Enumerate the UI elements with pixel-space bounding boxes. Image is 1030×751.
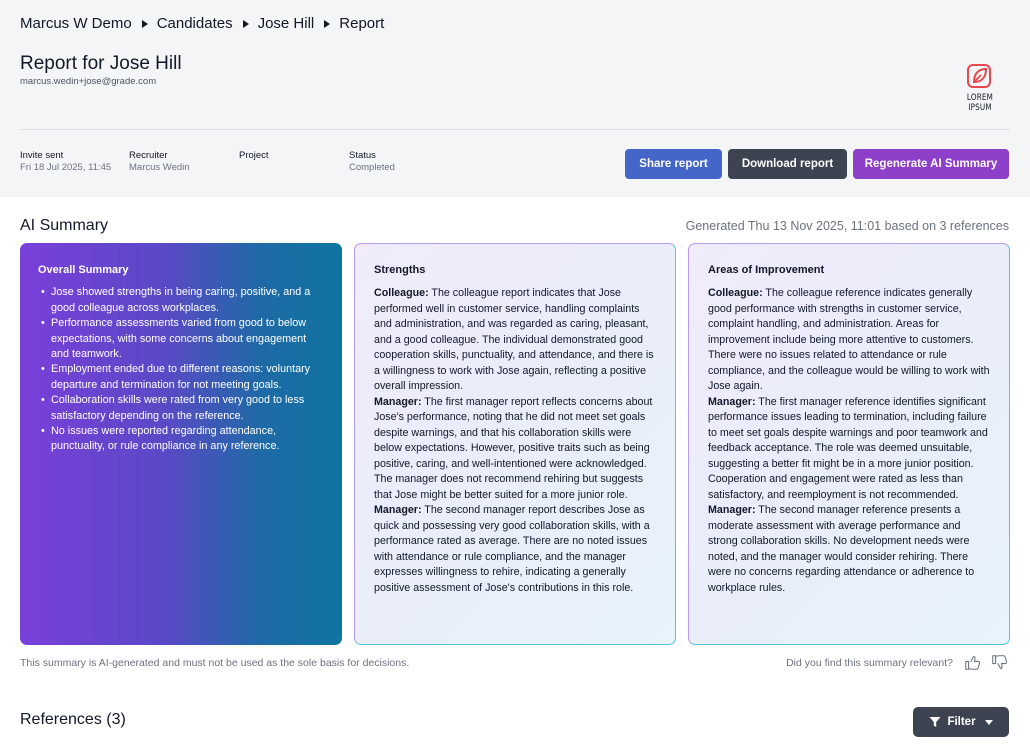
reference-role: Manager:: [374, 395, 422, 408]
thumbs-down-icon[interactable]: [991, 654, 1008, 671]
logo-text: LOREM IPSUM: [966, 93, 994, 113]
list-item: • Employment ended due to different reasons: voluntary departure and termination for not meeting goals.: [38, 362, 324, 393]
thumbs-up-icon[interactable]: [964, 654, 981, 671]
chevron-right-icon: [243, 20, 249, 28]
meta-value: Completed: [349, 162, 395, 173]
leaf-logo-icon: [965, 62, 995, 90]
breadcrumb-item-candidate[interactable]: Jose Hill: [257, 15, 315, 32]
meta-label: Status: [349, 150, 376, 161]
meta-label: Recruiter: [129, 150, 168, 161]
meta-label: Invite sent: [20, 150, 64, 161]
breadcrumb-item-org[interactable]: Marcus W Demo: [20, 15, 132, 32]
reference-role: Colleague:: [374, 287, 429, 300]
strengths-card: [354, 243, 676, 645]
reference-text: The first manager report reflects concerns about Jose's performance, noting that he did not meet set goals despite warnings, and that his collaboration skills were below expectations. However, positive traits such as being positive, caring, and well-intentioned were acknowledged. The manager does not recommend rehiring but suggests that Jose might be better suited for a more junior role.: [374, 395, 653, 501]
overall-summary-card: [20, 243, 342, 645]
reference-role: Manager:: [374, 504, 422, 517]
reference-text: The second manager reference presents a moderate assessment with average performance and strong collaboration skills. No development needs were noted, and the manager would consider rehiring. There were no concerns regarding attendance or adherence to workplace rules.: [708, 504, 975, 594]
meta-status: [349, 150, 395, 174]
improvement-text: [708, 286, 991, 596]
filter-button[interactable]: [913, 707, 1009, 737]
breadcrumb-item-candidates[interactable]: Candidates: [156, 15, 233, 32]
share-report-button[interactable]: Share report: [625, 149, 722, 179]
company-logo: [950, 62, 1010, 113]
filter-label: Filter: [947, 716, 976, 728]
candidate-email: marcus.wedin+jose@grade.com: [20, 76, 157, 87]
page-title: Report for Jose Hill: [20, 53, 182, 74]
reference-text: The colleague reference indicates generally good performance with strengths in customer service, complaint handling, and administration. Areas for improvement include being more attentive to customers. There were no issues related to attendance or rule compliance, and the colleague would be willing to work with Jose again.: [708, 287, 990, 393]
list-item: • Collaboration skills were rated from very good to less satisfactory depending on the reference.: [38, 393, 324, 424]
list-item: • Performance assessments varied from good to below expectations, with some concerns about engagement and teamwork.: [38, 316, 324, 362]
reference-text: The second manager report describes Jose as quick and possessing very good collaboration skills, with a performance rated as average. There are no noted issues with attendance or rule compliance, and the manager expresses willingness to rehire, indicating a generally positive assessment of Jose's contributions in this role.: [374, 504, 650, 594]
meta-recruiter: [129, 150, 190, 174]
breadcrumb: [20, 15, 384, 32]
meta-value: Marcus Wedin: [129, 162, 190, 173]
strengths-text: [374, 286, 657, 596]
download-report-button[interactable]: Download report: [728, 149, 847, 179]
reference-role: Colleague:: [708, 287, 763, 300]
chevron-right-icon: [142, 20, 148, 28]
strengths-heading: Strengths: [374, 264, 426, 276]
report-header: [0, 0, 1030, 197]
references-title: References (3): [20, 711, 126, 728]
divider: [20, 129, 1010, 130]
meta-project: [239, 150, 269, 162]
filter-icon: [929, 716, 941, 728]
reference-text: The colleague report indicates that Jose performed well in customer service, handling complaints and administration, and was regarded as caring, pleasant, and a good colleague. The individual demonstrated good cooperation skills, punctuality, and attendance, and there is a willingness to work with Jose again, reflecting a positive overall impression.: [374, 287, 654, 393]
ai-summary-title: AI Summary: [20, 217, 109, 234]
meta-label: Project: [239, 150, 269, 161]
meta-invite: [20, 150, 111, 174]
breadcrumb-item-report[interactable]: Report: [339, 15, 385, 32]
reference-role: Manager:: [708, 504, 756, 517]
regenerate-ai-summary-button[interactable]: Regenerate AI Summary: [853, 149, 1009, 179]
reference-text: The first manager reference identifies significant performance issues leading to termination, including failure to meet set goals despite warnings and poor teamwork and feedback acceptance. The role was deemed unsuitable, suggesting a better fit might be in a more junior position. Cooperation and engagement were rated as less than satisfactory, and reemployment is not recommended.: [708, 395, 988, 501]
reference-role: Manager:: [708, 395, 756, 408]
list-item: • No issues were reported regarding attendance, punctuality, or rule compliance in any reference.: [38, 424, 324, 455]
meta-value: Fri 18 Jul 2025, 11:45: [20, 162, 112, 173]
list-item: • Jose showed strengths in being caring, positive, and a good colleague across workplaces.: [38, 285, 324, 316]
chevron-down-icon: [985, 720, 993, 725]
feedback-question: Did you find this summary relevant?: [786, 657, 953, 669]
improvement-heading: Areas of Improvement: [708, 264, 825, 276]
overall-summary-heading: Overall Summary: [38, 264, 129, 276]
chevron-right-icon: [324, 20, 330, 28]
generated-info: Generated Thu 13 Nov 2025, 11:01 based on 3 references: [685, 219, 1009, 233]
overall-summary-list: [38, 285, 324, 454]
ai-disclaimer: This summary is AI-generated and must not be used as the sole basis for decisions.: [20, 657, 410, 669]
improvement-card: [688, 243, 1010, 645]
